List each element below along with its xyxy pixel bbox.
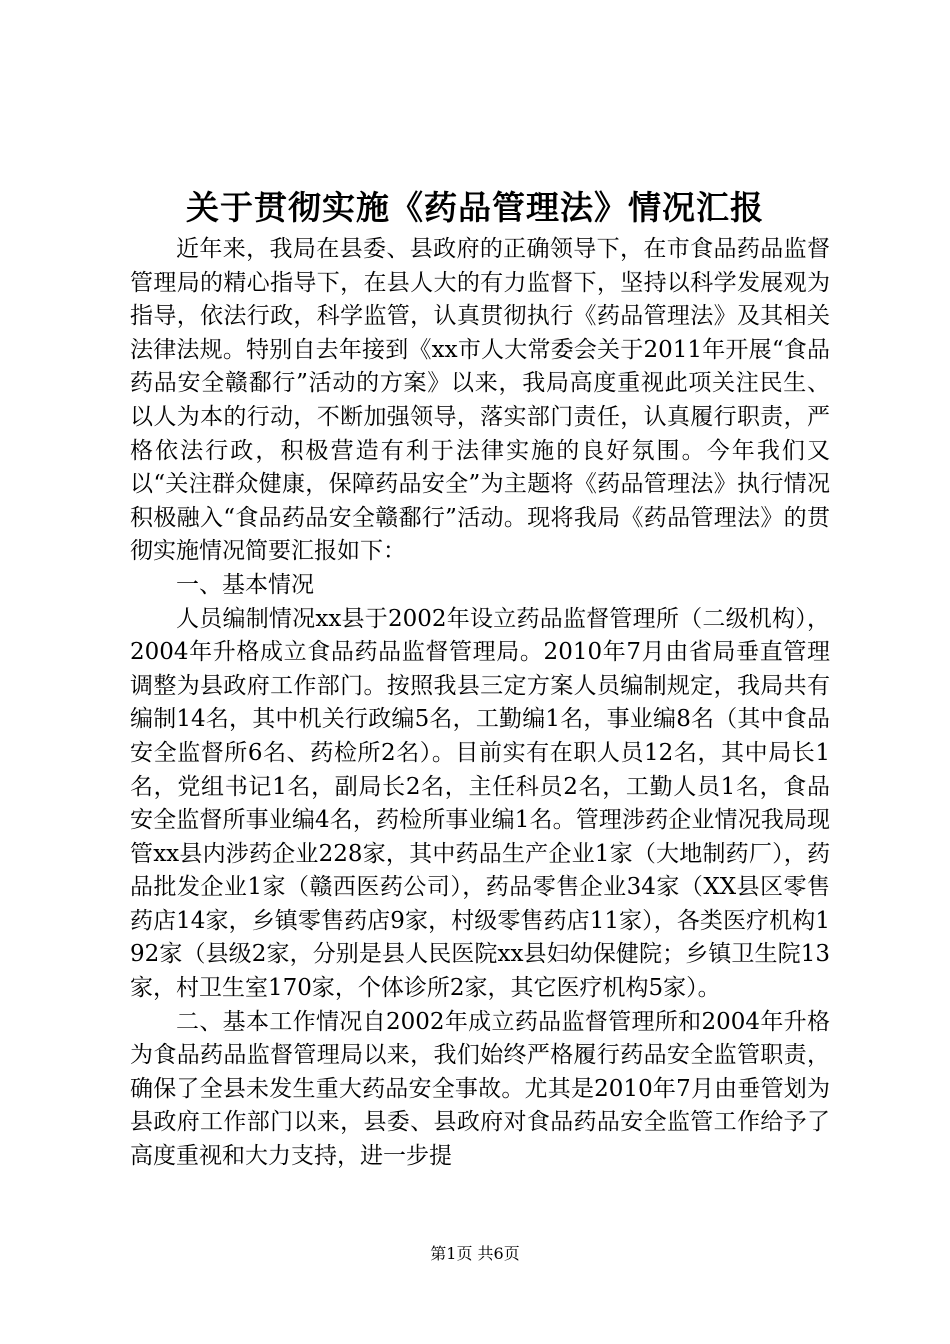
document-title: 关于贯彻实施《药品管理法》情况汇报 — [186, 188, 764, 227]
document-body — [130, 233, 830, 1174]
intro-paragraph: 近年来，我局在县委、县政府的正确领导下，在市食品药品监督管理局的精心指导下，在县人大的有力监督下，坚持以科学发展观为指导，依法行政，科学监管，认真贯彻执行《药品管理法》及其相关法律法规。特别自去年接到《xx市人大常委会关于2011年开展“食品药品安全赣鄱行”活动的方案》以来，我局高度重视此项关注民生、以人为本的行动，不断加强领导，落实部门责任，认真履行职责，严格依法行政，积极营造有利于法律实施的良好氛围。今年我们又以“关注群众健康，保障药品安全”为主题将《药品管理法》执行情况积极融入“食品药品安全赣鄱行”活动。现将我局《药品管理法》的贯彻实施情况简要汇报如下： — [130, 236, 830, 565]
basic-situation-paragraph: 人员编制情况xx县于2002年设立药品监督管理所（二级机构），2004年升格成立食品药品监督管理局。2010年7月由省局垂直管理调整为县政府工作部门。按照我县三定方案人员编制规定，我局共有编制14名，其中机关行政编5名，工勤编1名，事业编8名（其中食品安全监督所6名、药检所2名）。目前实有在职人员12名，其中局长1名，党组书记1名，副局长2名，主任科员2名，工勤人员1名，食品安全监督所事业编4名，药检所事业编1名。管理涉药企业情况我局现管xx县内涉药企业228家，其中药品生产企业1家（大地制药厂），药品批发企业1家（赣西医药公司），药品零售企业34家（XX县区零售药店14家，乡镇零售药店9家，村级零售药店11家），各类医疗机构192家（县级2家，分别是县人民医院xx县妇幼保健院；乡镇卫生院13家，村卫生室170家，个体诊所2家，其它医疗机构5家）。 — [130, 605, 830, 1002]
section-heading-basic-situation: 一、基本情况 — [176, 571, 314, 598]
page-number-footer: 第1页 共6页 — [430, 1244, 520, 1263]
work-situation-paragraph: 二、基本工作情况自2002年成立药品监督管理所和2004年升格为食品药品监督管理局以来，我们始终严格履行药品安全监管职责，确保了全县未发生重大药品安全事故。尤其是2010年7月由垂管划为县政府工作部门以来，县委、县政府对食品药品安全监管工作给予了高度重视和大力支持，进一步提 — [130, 1008, 830, 1170]
